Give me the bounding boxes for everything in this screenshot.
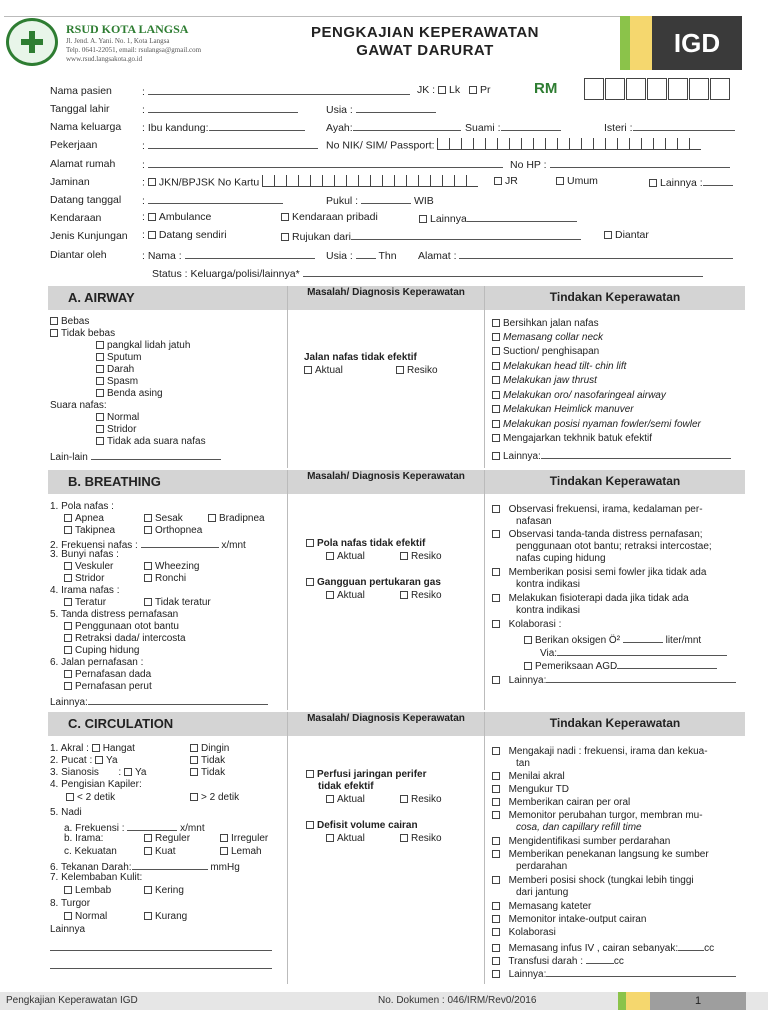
breathing-perut[interactable]: Pernafasan perut	[64, 681, 152, 693]
breathing-bunyi-label: 3. Bunyi nafas :	[50, 549, 119, 560]
airway-action[interactable]: Memasang collar neck	[492, 332, 603, 344]
breathing-tindakan-head: Tindakan Keperawatan	[549, 474, 681, 488]
divider	[287, 286, 288, 468]
row-nama-pasien	[50, 84, 112, 98]
kendaraan-ambulance[interactable]: : Ambulance	[142, 211, 212, 223]
breathing-section	[48, 470, 745, 710]
circulation-title: C. CIRCULATION	[68, 716, 174, 731]
circ-action-cont: tan	[516, 758, 530, 769]
hospital-logo	[6, 18, 58, 66]
breathing-distress-label: 5. Tanda distress pernafasan	[50, 609, 179, 620]
circ-lainnya-line[interactable]	[50, 940, 272, 954]
airway-title: A. AIRWAY	[68, 290, 135, 305]
field-tanggal-lahir[interactable]: :	[142, 102, 298, 116]
breathing-teratur[interactable]: Teratur	[64, 597, 106, 609]
breathing-diag1[interactable]: Pola nafas tidak efektif	[306, 538, 425, 550]
circ-kapiler-lt2[interactable]: < 2 detik	[66, 792, 115, 804]
airway-lain-lain[interactable]: Lain-lain	[50, 449, 221, 464]
breathing-irama-label: 4. Irama nafas :	[50, 585, 120, 596]
breathing-action-cont: kontra indikasi	[516, 579, 580, 590]
circ-pucat-tidak[interactable]: Tidak	[190, 755, 225, 767]
breathing-takipnea[interactable]: Takipnea	[64, 525, 115, 537]
airway-section	[48, 286, 745, 468]
form-title	[270, 24, 580, 60]
rm-label: RM	[534, 80, 558, 97]
airway-stridor[interactable]: Stridor	[96, 424, 136, 436]
circ-kapiler-gt2[interactable]: > 2 detik	[190, 792, 239, 804]
field-diantar-status[interactable]: Status : Keluarga/polisi/lainnya*	[152, 266, 703, 280]
breathing-veskuler[interactable]: Veskuler	[64, 561, 113, 573]
circ-action[interactable]: Memberi posisi shock (tungkai lebih tinggi	[492, 875, 694, 887]
circ-akral-dingin[interactable]: Dingin	[190, 743, 229, 755]
circ-lainnya-line[interactable]	[50, 958, 272, 972]
footer-doc-number: No. Dokumen : 046/IRM/Rev0/2016	[378, 995, 537, 1006]
label-kendaraan: Kendaraan	[50, 212, 102, 224]
footer	[0, 992, 768, 1010]
airway-action[interactable]: Bersihkan jalan nafas	[492, 318, 599, 330]
circ-action[interactable]: Memberikan penekanan langsung ke sumber	[492, 849, 709, 861]
form-header	[0, 0, 768, 78]
breathing-action[interactable]: Observasi tanda-tanda distress pernafasan;	[492, 529, 703, 541]
circ-action-infus[interactable]: Memasang infus IV , cairan sebanyak: cc	[492, 940, 714, 955]
jaminan-jr[interactable]: JR	[494, 175, 518, 187]
circ-diag2-resiko[interactable]: Resiko	[400, 833, 442, 845]
divider	[484, 286, 485, 468]
circ-frekuensi[interactable]: a. Frekuensi : x/mnt	[64, 820, 205, 835]
circ-sianosis[interactable]: 3. Sianosis : Ya	[50, 767, 147, 778]
breathing-action-lainnya[interactable]: Lainnya:	[492, 672, 736, 687]
rm-number-field[interactable]	[584, 78, 731, 100]
jaminan-lainnya[interactable]: Lainnya :	[649, 175, 733, 189]
cross-icon	[21, 31, 43, 53]
hospital-website: www.rsud.langsakota.go.id	[66, 55, 143, 63]
field-nama-pasien[interactable]: :	[142, 84, 410, 98]
airway-normal[interactable]: Normal	[96, 412, 139, 424]
circ-action[interactable]: Memberikan cairan per oral	[492, 797, 630, 809]
airway-action[interactable]: Melakukan Heimlick manuver	[492, 404, 634, 416]
footer-page-number: 1	[650, 992, 746, 1010]
circ-action[interactable]: Memonitor perubahan turgor, membran mu-	[492, 810, 703, 822]
checkbox-lk[interactable]	[438, 86, 446, 94]
breathing-jalan-label: 6. Jalan pernafasan :	[50, 657, 144, 668]
circ-kuat[interactable]: Kuat	[144, 846, 176, 858]
circ-sianosis-tidak[interactable]: Tidak	[190, 767, 225, 779]
circ-nadi-label: 5. Nadi	[50, 807, 82, 818]
breathing-action[interactable]: Observasi frekuensi, irama, kedalaman per-	[492, 504, 703, 516]
label-pekerjaan: Pekerjaan	[50, 139, 98, 151]
airway-action[interactable]: Melakukan oro/ nasofaringeal airway	[492, 390, 666, 402]
airway-tidak-bebas[interactable]: Tidak bebas	[50, 328, 115, 340]
circ-diag2-aktual[interactable]: Aktual	[326, 833, 365, 845]
label-datang-tanggal: Datang tanggal	[50, 194, 122, 206]
circ-action-transfusi[interactable]: Transfusi darah : cc	[492, 953, 624, 968]
breathing-action[interactable]: Memberikan posisi semi fowler jika tidak ada	[492, 567, 706, 579]
circ-turgor-kurang[interactable]: Kurang	[144, 911, 187, 923]
breathing-wheezing[interactable]: Wheezing	[144, 561, 199, 573]
breathing-oksigen[interactable]: Berikan oksigen Ö² liter/mnt	[524, 632, 701, 647]
breathing-cuping[interactable]: Cuping hidung	[64, 645, 140, 657]
airway-action[interactable]: Melakukan jaw thrust	[492, 375, 597, 387]
circulation-masalah-head: Masalah/ Diagnosis Keperawatan	[307, 713, 465, 724]
hospital-name: RSUD KOTA LANGSA	[66, 22, 189, 36]
igd-badge: IGD	[652, 16, 742, 70]
breathing-diag2-aktual[interactable]: Aktual	[326, 590, 365, 602]
airway-bebas[interactable]: Bebas	[50, 316, 89, 328]
circ-lainnya: Lainnya	[50, 924, 86, 935]
label-nama-pasien: Nama pasien	[50, 85, 112, 97]
label-lk: Lk	[449, 84, 461, 96]
breathing-diag1-aktual[interactable]: Aktual	[326, 551, 365, 563]
breathing-kolaborasi[interactable]: Kolaborasi :	[492, 619, 561, 631]
breathing-diag2[interactable]: Gangguan pertukaran gas	[306, 577, 441, 589]
breathing-otot-bantu[interactable]: Penggunaan otot bantu	[64, 621, 179, 633]
breathing-pola-label: 1. Pola nafas :	[50, 501, 114, 512]
circ-kelembaban-label: 7. Kelembaban Kulit:	[50, 872, 143, 883]
circ-akral[interactable]: 1. Akral : Hangat	[50, 743, 135, 754]
field-diantar-nama[interactable]: : Nama :	[142, 248, 315, 262]
field-suami[interactable]: Suami :	[465, 120, 561, 134]
circ-diag1-aktual[interactable]: Aktual	[326, 794, 365, 806]
form-title-line2: GAWAT DARURAT	[356, 42, 494, 59]
circ-reguler[interactable]: Reguler	[144, 833, 190, 845]
circ-irama: b. Irama:	[64, 833, 104, 844]
breathing-lainnya[interactable]: Lainnya:	[50, 694, 268, 709]
field-datang-tanggal[interactable]: :	[142, 193, 283, 207]
breathing-action-cont: nafas cuping hidung	[516, 553, 606, 564]
hospital-info	[66, 22, 201, 64]
circ-action[interactable]: Kolaborasi	[492, 927, 556, 939]
airway-tidak-ada-suara[interactable]: Tidak ada suara nafas	[96, 436, 206, 448]
breathing-apnea[interactable]: Apnea	[64, 513, 104, 525]
airway-masalah-head: Masalah/ Diagnosis Keperawatan	[307, 287, 465, 298]
kendaraan-lainnya[interactable]: Lainnya	[419, 211, 577, 225]
field-diantar-usia[interactable]: Usia : Thn	[326, 250, 397, 262]
airway-action[interactable]: Melakukan posisi nyaman fowler/semi fowler	[492, 419, 701, 431]
kunjungan-datang-sendiri[interactable]: : Datang sendiri	[142, 229, 227, 241]
circ-action[interactable]: Mengukur TD	[492, 784, 569, 796]
field-ayah[interactable]: Ayah:	[326, 120, 461, 134]
kunjungan-rujukan[interactable]: Rujukan dari	[281, 229, 581, 243]
breathing-agd[interactable]: Pemeriksaan AGD	[524, 658, 717, 673]
circ-pucat[interactable]: 2. Pucat : Ya	[50, 755, 118, 766]
label-jk: JK :	[417, 84, 436, 96]
footer-title: Pengkajian Keperawatan IGD	[6, 995, 138, 1006]
kunjungan-diantar[interactable]: Diantar	[604, 229, 649, 241]
airway-suara-nafas-label: Suara nafas:	[50, 400, 107, 411]
jaminan-umum[interactable]: Umum	[556, 175, 598, 187]
label-usia: Usia :	[326, 102, 436, 116]
breathing-bradipnea[interactable]: Bradipnea	[208, 513, 265, 525]
breathing-title: B. BREATHING	[68, 474, 161, 489]
field-no-hp[interactable]: No HP :	[510, 157, 730, 171]
circ-lemah[interactable]: Lemah	[220, 846, 262, 858]
footer-green-stripe	[618, 992, 626, 1010]
airway-tindakan-head: Tindakan Keperawatan	[549, 290, 681, 304]
label-jaminan: Jaminan	[50, 176, 90, 188]
jaminan-jkn[interactable]: : JKN/BPJSK No Kartu	[142, 175, 478, 190]
label-jenis-kunjungan: Jenis Kunjungan	[50, 230, 128, 242]
airway-diagnosis: Jalan nafas tidak efektif	[304, 352, 417, 363]
field-pekerjaan[interactable]: :	[142, 138, 318, 152]
breathing-diag1-resiko[interactable]: Resiko	[400, 551, 442, 563]
field-pukul[interactable]: Pukul : WIB	[326, 195, 434, 207]
circ-lembab[interactable]: Lembab	[64, 885, 111, 897]
circ-action-cont: perdarahan	[516, 861, 568, 872]
green-stripe	[620, 16, 630, 70]
breathing-dada[interactable]: Pernafasan dada	[64, 669, 151, 681]
breathing-diag2-resiko[interactable]: Resiko	[400, 590, 442, 602]
circulation-tindakan-head: Tindakan Keperawatan	[549, 716, 681, 730]
breathing-masalah-head: Masalah/ Diagnosis Keperawatan	[307, 471, 465, 482]
field-alamat-rumah[interactable]: :	[142, 157, 503, 171]
circulation-section	[48, 712, 745, 984]
circ-action[interactable]: Menilai akral	[492, 771, 565, 783]
footer-yellow-stripe	[626, 992, 650, 1010]
airway-darah[interactable]: Darah	[96, 364, 134, 376]
circ-action-cont: cosa, dan capillary refill time	[516, 822, 642, 833]
airway-aktual[interactable]: Aktual	[304, 365, 343, 377]
hospital-contact: Telp. 0641-22051, email: rsulangsa@gmail.com	[66, 46, 202, 54]
circ-kapiler-label: 4. Pengisian Kapiler:	[50, 779, 142, 790]
circ-action-cont: dari jantung	[516, 887, 569, 898]
circ-diag1[interactable]: Perfusi jaringan perifer	[306, 769, 426, 781]
airway-action[interactable]: Suction/ penghisapan	[492, 346, 599, 358]
airway-sputum[interactable]: Sputum	[96, 352, 141, 364]
breathing-retraksi[interactable]: Retraksi dada/ intercosta	[64, 633, 186, 645]
airway-spasm[interactable]: Spasm	[96, 376, 138, 388]
divider	[287, 470, 288, 710]
field-diantar-alamat[interactable]: Alamat :	[418, 248, 733, 262]
breathing-action-cont: nafasan	[516, 516, 552, 527]
breathing-orthopnea[interactable]: Orthopnea	[144, 525, 202, 537]
kendaraan-pribadi[interactable]: Kendaraan pribadi	[281, 211, 378, 223]
jk-group	[417, 84, 491, 96]
label-pr: Pr	[480, 84, 491, 96]
airway-benda-asing[interactable]: Benda asing	[96, 388, 163, 400]
divider	[287, 712, 288, 984]
circ-action[interactable]: Memonitor intake-output cairan	[492, 914, 646, 926]
label-alamat-rumah: Alamat rumah	[50, 158, 116, 170]
circ-diag2[interactable]: Defisit volume cairan	[306, 820, 418, 832]
circ-diag1-cont: tidak efektif	[318, 781, 374, 792]
breathing-via[interactable]: Via:	[540, 645, 727, 660]
airway-header	[48, 286, 745, 310]
circ-kering[interactable]: Kering	[144, 885, 184, 897]
form-title-line1: PENGKAJIAN KEPERAWATAN	[311, 24, 539, 41]
breathing-action-cont: penggunaan otot bantu; retraksi intercostae;	[516, 541, 712, 552]
breathing-ronchi[interactable]: Ronchi	[144, 573, 186, 585]
circ-action-lainnya[interactable]: Lainnya:	[492, 966, 736, 981]
breathing-stridor[interactable]: Stridor	[64, 573, 104, 585]
circ-irreguler[interactable]: Irreguler	[220, 833, 268, 845]
breathing-frekuensi[interactable]: 2. Frekuensi nafas : x/mnt	[50, 537, 246, 552]
airway-action[interactable]: Melakukan head tilt- chin lift	[492, 361, 626, 373]
circ-kekuatan: c. Kekuatan	[64, 846, 117, 857]
circ-turgor-label: 8. Turgor	[50, 898, 91, 909]
breathing-action-cont: kontra indikasi	[516, 605, 580, 616]
airway-pangkal-lidah[interactable]: pangkal lidah jatuh	[96, 340, 190, 352]
divider	[484, 712, 485, 984]
field-no-nik[interactable]: No NIK/ SIM/ Passport:	[326, 138, 701, 153]
breathing-header	[48, 470, 745, 494]
checkbox-pr[interactable]	[469, 86, 477, 94]
label-diantar-oleh: Diantar oleh	[50, 249, 107, 261]
breathing-sesak[interactable]: Sesak	[144, 513, 183, 525]
circ-action[interactable]: Mengakaji nadi : frekuensi, irama dan kekua-	[492, 746, 708, 758]
divider	[484, 470, 485, 710]
airway-resiko[interactable]: Resiko	[396, 365, 438, 377]
breathing-action[interactable]: Melakukan fisioterapi dada jika tidak ada	[492, 593, 689, 605]
hospital-address: Jl. Jend. A. Yani. No. 1, Kota Langsa	[66, 37, 170, 45]
circ-td[interactable]: 6. Tekanan Darah: mmHg	[50, 859, 240, 874]
label-tanggal-lahir: Tanggal lahir	[50, 103, 110, 115]
yellow-stripe	[630, 16, 652, 70]
circ-turgor-normal[interactable]: Normal	[64, 911, 107, 923]
airway-action[interactable]: Mengajarkan tekhnik batuk efektif	[492, 433, 652, 445]
circulation-header	[48, 712, 745, 736]
airway-action-lainnya[interactable]: Lainnya:	[492, 448, 731, 463]
label-nama-keluarga: Nama keluarga	[50, 121, 122, 133]
circ-action[interactable]: Mengidentifikasi sumber perdarahan	[492, 836, 670, 848]
field-isteri[interactable]: Isteri :	[604, 120, 735, 134]
field-ibu-kandung[interactable]: : Ibu kandung:	[142, 120, 305, 134]
circ-diag1-resiko[interactable]: Resiko	[400, 794, 442, 806]
circ-action[interactable]: Memasang kateter	[492, 901, 591, 913]
breathing-tidak-teratur[interactable]: Tidak teratur	[144, 597, 211, 609]
